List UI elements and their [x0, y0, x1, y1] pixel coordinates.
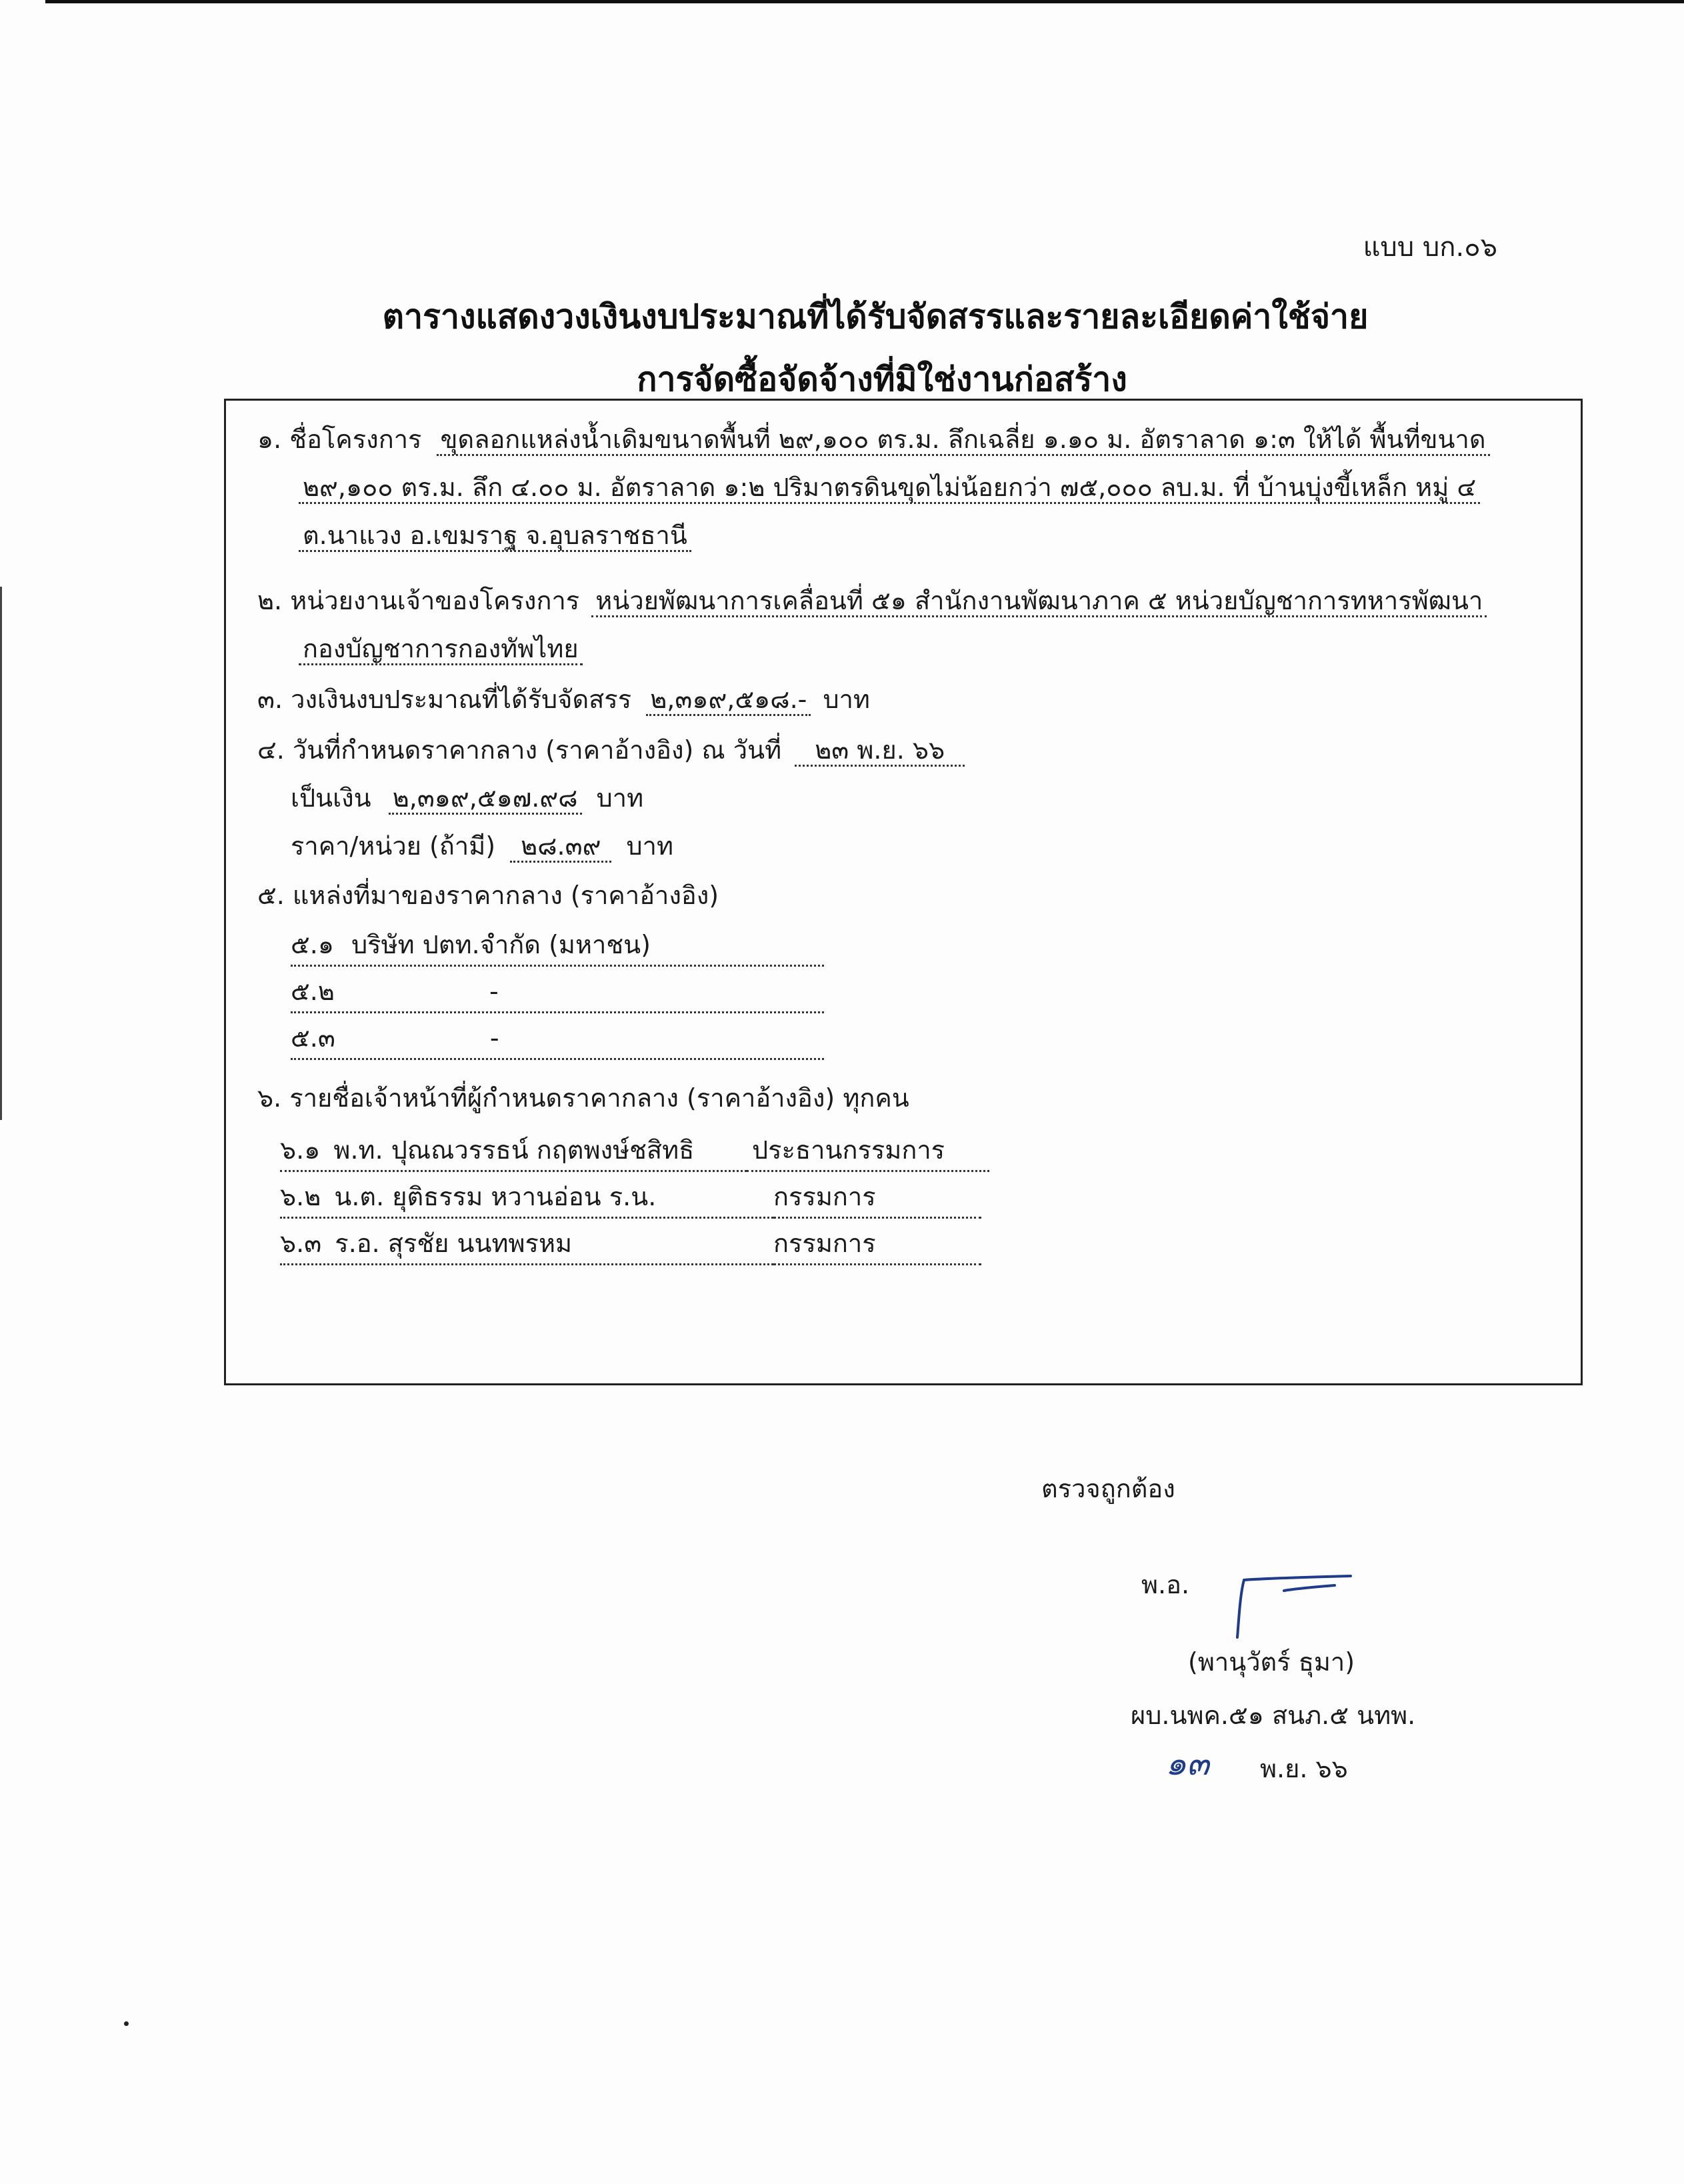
signer-rank: พ.อ.: [1141, 1570, 1190, 1599]
item2-value-line1: หน่วยพัฒนาการเคลื่อนที่ ๕๑ สำนักงานพัฒนาภาค ๕ หน่วยบัญชาการทหารพัฒนา: [591, 586, 1487, 617]
item5-source-3: [291, 1017, 824, 1060]
item6-member-3-label: ๖.๓: [280, 1229, 322, 1258]
item6-member-1-label: ๖.๑: [280, 1135, 321, 1165]
item5-source-2-label: ๕.๒: [291, 977, 335, 1006]
signature-scribble: [1220, 1568, 1353, 1641]
item1-label: ๑. ชื่อโครงการ: [257, 425, 422, 454]
item4-amount: ๒,๓๑๙,๕๑๗.๙๘: [389, 783, 582, 815]
item6-member-2-name: น.ต. ยุติธรรม หวานอ่อน ร.น.: [334, 1182, 657, 1211]
item5-source-3-value: -: [489, 1023, 499, 1053]
item5-label: ๕. แหล่งที่มาของราคากลาง (ราคาอ้างอิง): [257, 881, 719, 910]
item4-amount-unit: บาท: [596, 783, 644, 813]
item5-source-2-value: -: [489, 977, 499, 1006]
item5-source-2: [291, 971, 824, 1013]
item5-source-1: [291, 924, 824, 967]
signer-name: (พานุวัตร์ ธุมา): [1188, 1647, 1355, 1677]
item6-member-3-role: กรรมการ: [773, 1229, 876, 1258]
document-subtitle: การจัดซื้อจัดจ้างที่มิใช่งานก่อสร้าง: [637, 360, 1127, 399]
item6-member-1-name: พ.ท. ปุณณวรรธน์ กฤตพงษ์ชสิทธิ: [333, 1135, 695, 1165]
item2-value-line2: กองบัญชาการกองทัพไทย: [299, 634, 583, 665]
item6-row: [257, 1077, 909, 1118]
item5-source-1-label: ๕.๑: [291, 930, 334, 959]
item6-member-3-name: ร.อ. สุรชัย นนทพรหม: [335, 1229, 573, 1258]
scan-top-border: [45, 0, 1684, 3]
item4-date: ๒๓ พ.ย. ๖๖: [795, 735, 965, 767]
item1-value-line2: ๒๙,๑๐๐ ตร.ม. ลึก ๔.๐๐ ม. อัตราลาด ๑:๒ ปริมาตรดินขุดไม่น้อยกว่า ๗๕,๐๐๐ ลบ.ม. ที่ บ้านบุ่งขี้เหล็ก หมู่ ๔: [299, 473, 1480, 504]
signature-date: พ.ย. ๖๖: [1260, 1754, 1348, 1783]
item6-member-1: [280, 1129, 989, 1172]
item4-label: ๔. วันที่กำหนดราคากลาง (ราคาอ้างอิง) ณ วันที่: [257, 735, 782, 765]
item2-label: ๒. หน่วยงานเจ้าของโครงการ: [257, 586, 580, 615]
item6-member-1-role: ประธานกรรมการ: [752, 1135, 945, 1165]
item1-row: [257, 419, 1490, 459]
stray-dot: [124, 2021, 129, 2026]
item6-label: ๖. รายชื่อเจ้าหน้าที่ผู้กำหนดราคากลาง (ราคาอ้างอิง) ทุกคน: [257, 1083, 909, 1113]
item6-member-2-role: กรรมการ: [773, 1182, 876, 1211]
item4-unit-price-label: ราคา/หน่วย (ถ้ามี): [291, 831, 496, 861]
document-title: ตารางแสดงวงเงินงบประมาณที่ได้รับจัดสรรและรายละเอียดค่าใช้จ่าย: [382, 297, 1369, 336]
item2-row: [257, 580, 1487, 621]
verified-label: ตรวจถูกต้อง: [1041, 1474, 1175, 1503]
item5-source-3-label: ๕.๓: [291, 1023, 335, 1053]
item4-unit-price-row: [291, 825, 673, 866]
item1-value-line3: ต.นาแวง อ.เขมราฐ จ.อุบลราชธานี: [299, 521, 691, 552]
scan-left-edge: [0, 587, 2, 1120]
item3-label: ๓. วงเงินงบประมาณที่ได้รับจัดสรร: [257, 685, 632, 714]
item4-row: [257, 729, 965, 770]
item5-row: [257, 875, 719, 915]
item6-member-3: [280, 1223, 981, 1265]
item5-source-1-value: บริษัท ปตท.จำกัด (มหาชน): [351, 930, 651, 959]
item6-member-2: [280, 1176, 981, 1219]
item1-value-line1: ขุดลอกแหล่งน้ำเดิมขนาดพื้นที่ ๒๙,๑๐๐ ตร.ม. ลึกเฉลี่ย ๑.๑๐ ม. อัตราลาด ๑:๓ ให้ได้ พื้นที่ขนาด: [437, 425, 1490, 456]
item3-unit: บาท: [823, 685, 870, 714]
item6-member-2-label: ๖.๒: [280, 1182, 321, 1211]
item3-row: [257, 679, 870, 719]
form-code: แบบ บก.๐๖: [1363, 232, 1497, 263]
item4-unit-price-unit: บาท: [626, 831, 674, 861]
item4-amount-row: [291, 777, 643, 818]
signer-position: ผบ.นพค.๕๑ สนภ.๕ นทพ.: [1131, 1701, 1416, 1730]
item3-value: ๒,๓๑๙,๕๑๘.-: [646, 685, 811, 716]
item4-unit-price: ๒๘.๓๙: [510, 831, 611, 863]
item1-row2: [299, 467, 1480, 507]
item2-row2: [299, 628, 583, 669]
handwritten-day: ๑๓: [1165, 1744, 1209, 1783]
item1-row3: [299, 515, 691, 555]
item4-amount-label: เป็นเงิน: [291, 783, 371, 813]
